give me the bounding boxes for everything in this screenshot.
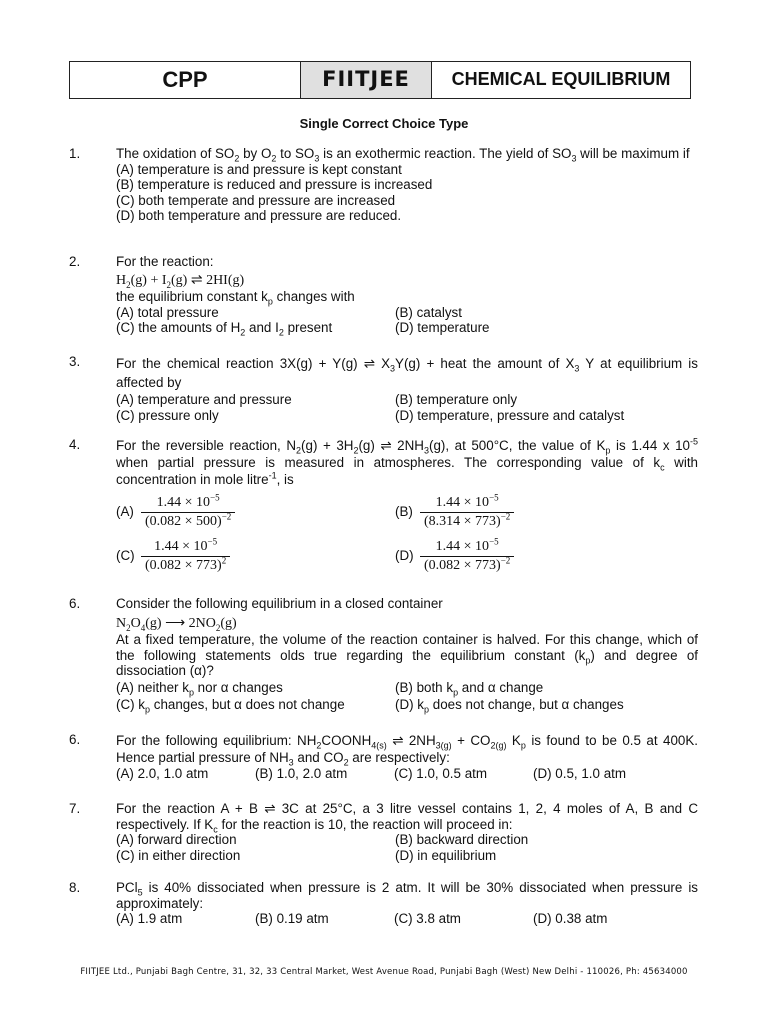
option-c: (C) 1.0, 0.5 atm bbox=[394, 766, 488, 781]
header-cpp: CPP bbox=[70, 62, 301, 98]
option-a: (A) neither $k_p$ nor α changes bbox=[116, 679, 283, 698]
option-a bbox=[116, 490, 395, 534]
question-stem: the equilibrium constant $k_p$ changes with bbox=[116, 289, 355, 307]
option-label: (B) bbox=[395, 504, 413, 520]
option-d bbox=[395, 534, 514, 578]
option-c: (C) 3.8 atm bbox=[394, 911, 461, 926]
question-body bbox=[116, 880, 698, 927]
option-a: (A) forward direction bbox=[116, 832, 237, 847]
option-label: (A) bbox=[116, 504, 134, 520]
question-body bbox=[116, 437, 698, 578]
option-a: (A) temperature and pressure bbox=[116, 392, 292, 407]
option-c: (C) in either direction bbox=[116, 847, 241, 863]
question-body bbox=[116, 354, 698, 423]
question-text: The oxidation of $SO_2$ by $O_2$ to $SO_3$ is an exothermic reaction. The yield of $SO_3$ will be maximum if bbox=[116, 146, 690, 164]
question-number: 8. bbox=[69, 880, 81, 895]
option-c: (C) the amounts of $H_2$ and $I_2$ present bbox=[116, 320, 333, 338]
question-text: For the chemical reaction 3X(g) + Y(g) ⇌ $X_3Y(g)$ + heat the amount of $X_3$ Y at equilibrium is affected by bbox=[116, 356, 698, 390]
question-number: 1. bbox=[69, 146, 81, 161]
header-topic: CHEMICAL EQUILIBRIUM bbox=[451, 69, 671, 90]
numerator: $1.44 \times 10^{-5}$ bbox=[435, 536, 499, 554]
question-body bbox=[116, 254, 698, 336]
option-label: (C) bbox=[116, 548, 135, 564]
option-b: (B) 0.19 atm bbox=[255, 911, 329, 926]
numerator: $1.44 \times 10^{-5}$ bbox=[154, 536, 218, 554]
option-a: (A) temperature is and pressure is kept constant bbox=[116, 161, 402, 177]
question-number: 2. bbox=[69, 254, 81, 269]
numerator: $1.44 \times 10^{-5}$ bbox=[156, 492, 220, 510]
reaction-equation: $H_2(g) + I_2(g)$ ⇌ 2HI(g) bbox=[116, 272, 245, 290]
question-number: 3. bbox=[69, 354, 81, 369]
option-b: (B) catalyst bbox=[395, 304, 462, 320]
denominator: $(8.314 \times 773)^{-2}$ bbox=[420, 512, 514, 530]
footer-address: FIITJEE Ltd., Punjabi Bagh Centre, 31, 32, 33 Central Market, West Avenue Road, Punjabi Bagh (West) New Delhi - 110026, Ph: 45634000 bbox=[80, 967, 688, 977]
option-c: (C) both temperate and pressure are increased bbox=[116, 192, 396, 208]
denominator: $(0.082 \times 773)^{-2}$ bbox=[420, 556, 514, 574]
option-d: (D) 0.5, 1.0 atm bbox=[533, 766, 627, 781]
question-text: For the reaction A + B ⇌ 3C at 25°C, a 3 litre vessel contains 1, 2, 4 moles of A, B and C respectively. If $K_c$ for the reaction is 10, the reaction will proceed in: bbox=[116, 801, 698, 835]
question-body bbox=[116, 146, 698, 224]
question-number: 6. bbox=[69, 596, 81, 611]
option-d: (D) temperature, pressure and catalyst bbox=[395, 407, 625, 423]
denominator: $(0.082 \times 773)^2$ bbox=[141, 556, 230, 574]
option-b: (B) backward direction bbox=[395, 832, 529, 847]
option-fraction bbox=[141, 536, 230, 573]
option-a: (A) 1.9 atm bbox=[116, 911, 183, 926]
option-d: (D) 0.38 atm bbox=[533, 911, 608, 926]
question-body bbox=[116, 801, 698, 863]
option-b: (B) temperature is reduced and pressure is increased bbox=[116, 177, 433, 192]
section-title: Single Correct Choice Type bbox=[299, 116, 469, 131]
question-number: 6. bbox=[69, 732, 81, 747]
fiitjee-logo: FIITJEE bbox=[301, 62, 432, 98]
question-number: 7. bbox=[69, 801, 81, 816]
option-fraction bbox=[420, 492, 514, 529]
option-a: (A) 2.0, 1.0 atm bbox=[116, 766, 209, 781]
option-d: (D) both temperature and pressure are reduced. bbox=[116, 208, 402, 223]
option-b bbox=[395, 490, 514, 534]
reaction-equation: $N_2O_4(g)$ ⟶ $2NO_2(g)$ bbox=[116, 615, 237, 633]
question-intro: For the reaction: bbox=[116, 254, 214, 269]
option-c: (C) pressure only bbox=[116, 407, 219, 423]
option-c: (C) $k_p$ changes, but α does not change bbox=[116, 697, 345, 715]
question-text: For the following equilibrium: $NH_2COONH_{4(s)}$ ⇌ $2NH_{3(g)} + CO_{2(g)}$ $K_p$ is found to be 0.5 at 400K. Hence partial pressure of $NH_3$ and $CO_2$ are respectively: bbox=[116, 733, 698, 768]
header-box bbox=[69, 61, 691, 99]
question-text: For the reversible reaction, $N_2(g) + 3H_2(g)$ ⇌ $2NH_3(g)$, at 500°C, the value of $K_p$ is 1.44 x $10^{-5}$ when partial pressure is measured in atmospheres. The corresponding value of $k_c$ with concentration in mole litre$^{-1}$, is bbox=[116, 436, 698, 487]
question-number: 4. bbox=[69, 437, 81, 452]
option-d: (D) temperature bbox=[395, 320, 490, 335]
option-fraction bbox=[141, 492, 235, 529]
question-body bbox=[116, 732, 698, 782]
option-b: (B) both $k_p$ and α change bbox=[395, 679, 544, 698]
option-label: (D) bbox=[395, 548, 414, 564]
option-d: (D) $k_p$ does not change, but α changes bbox=[395, 697, 624, 715]
denominator: $(0.082 \times 500)^{-2}$ bbox=[141, 512, 235, 530]
option-fraction bbox=[420, 536, 514, 573]
question-body bbox=[116, 596, 698, 713]
option-a: (A) total pressure bbox=[116, 304, 219, 320]
numerator: $1.44 \times 10^{-5}$ bbox=[435, 492, 499, 510]
option-d: (D) in equilibrium bbox=[395, 847, 497, 863]
question-text: Consider the following equilibrium in a closed container bbox=[116, 596, 443, 611]
question-text: PCl$_5$ is 40% dissociated when pressure is 2 atm. It will be 30% dissociated when pressure is approximately: bbox=[116, 880, 698, 911]
option-b: (B) temperature only bbox=[395, 392, 518, 407]
question-stem: At a fixed temperature, the volume of the reaction container is halved. For this change, which of the following statements olds true regarding the equilibrium constant $(k_p)$ and degree of dissociation (α)? bbox=[116, 632, 698, 678]
option-c bbox=[116, 534, 395, 578]
option-b: (B) 1.0, 2.0 atm bbox=[255, 766, 348, 781]
